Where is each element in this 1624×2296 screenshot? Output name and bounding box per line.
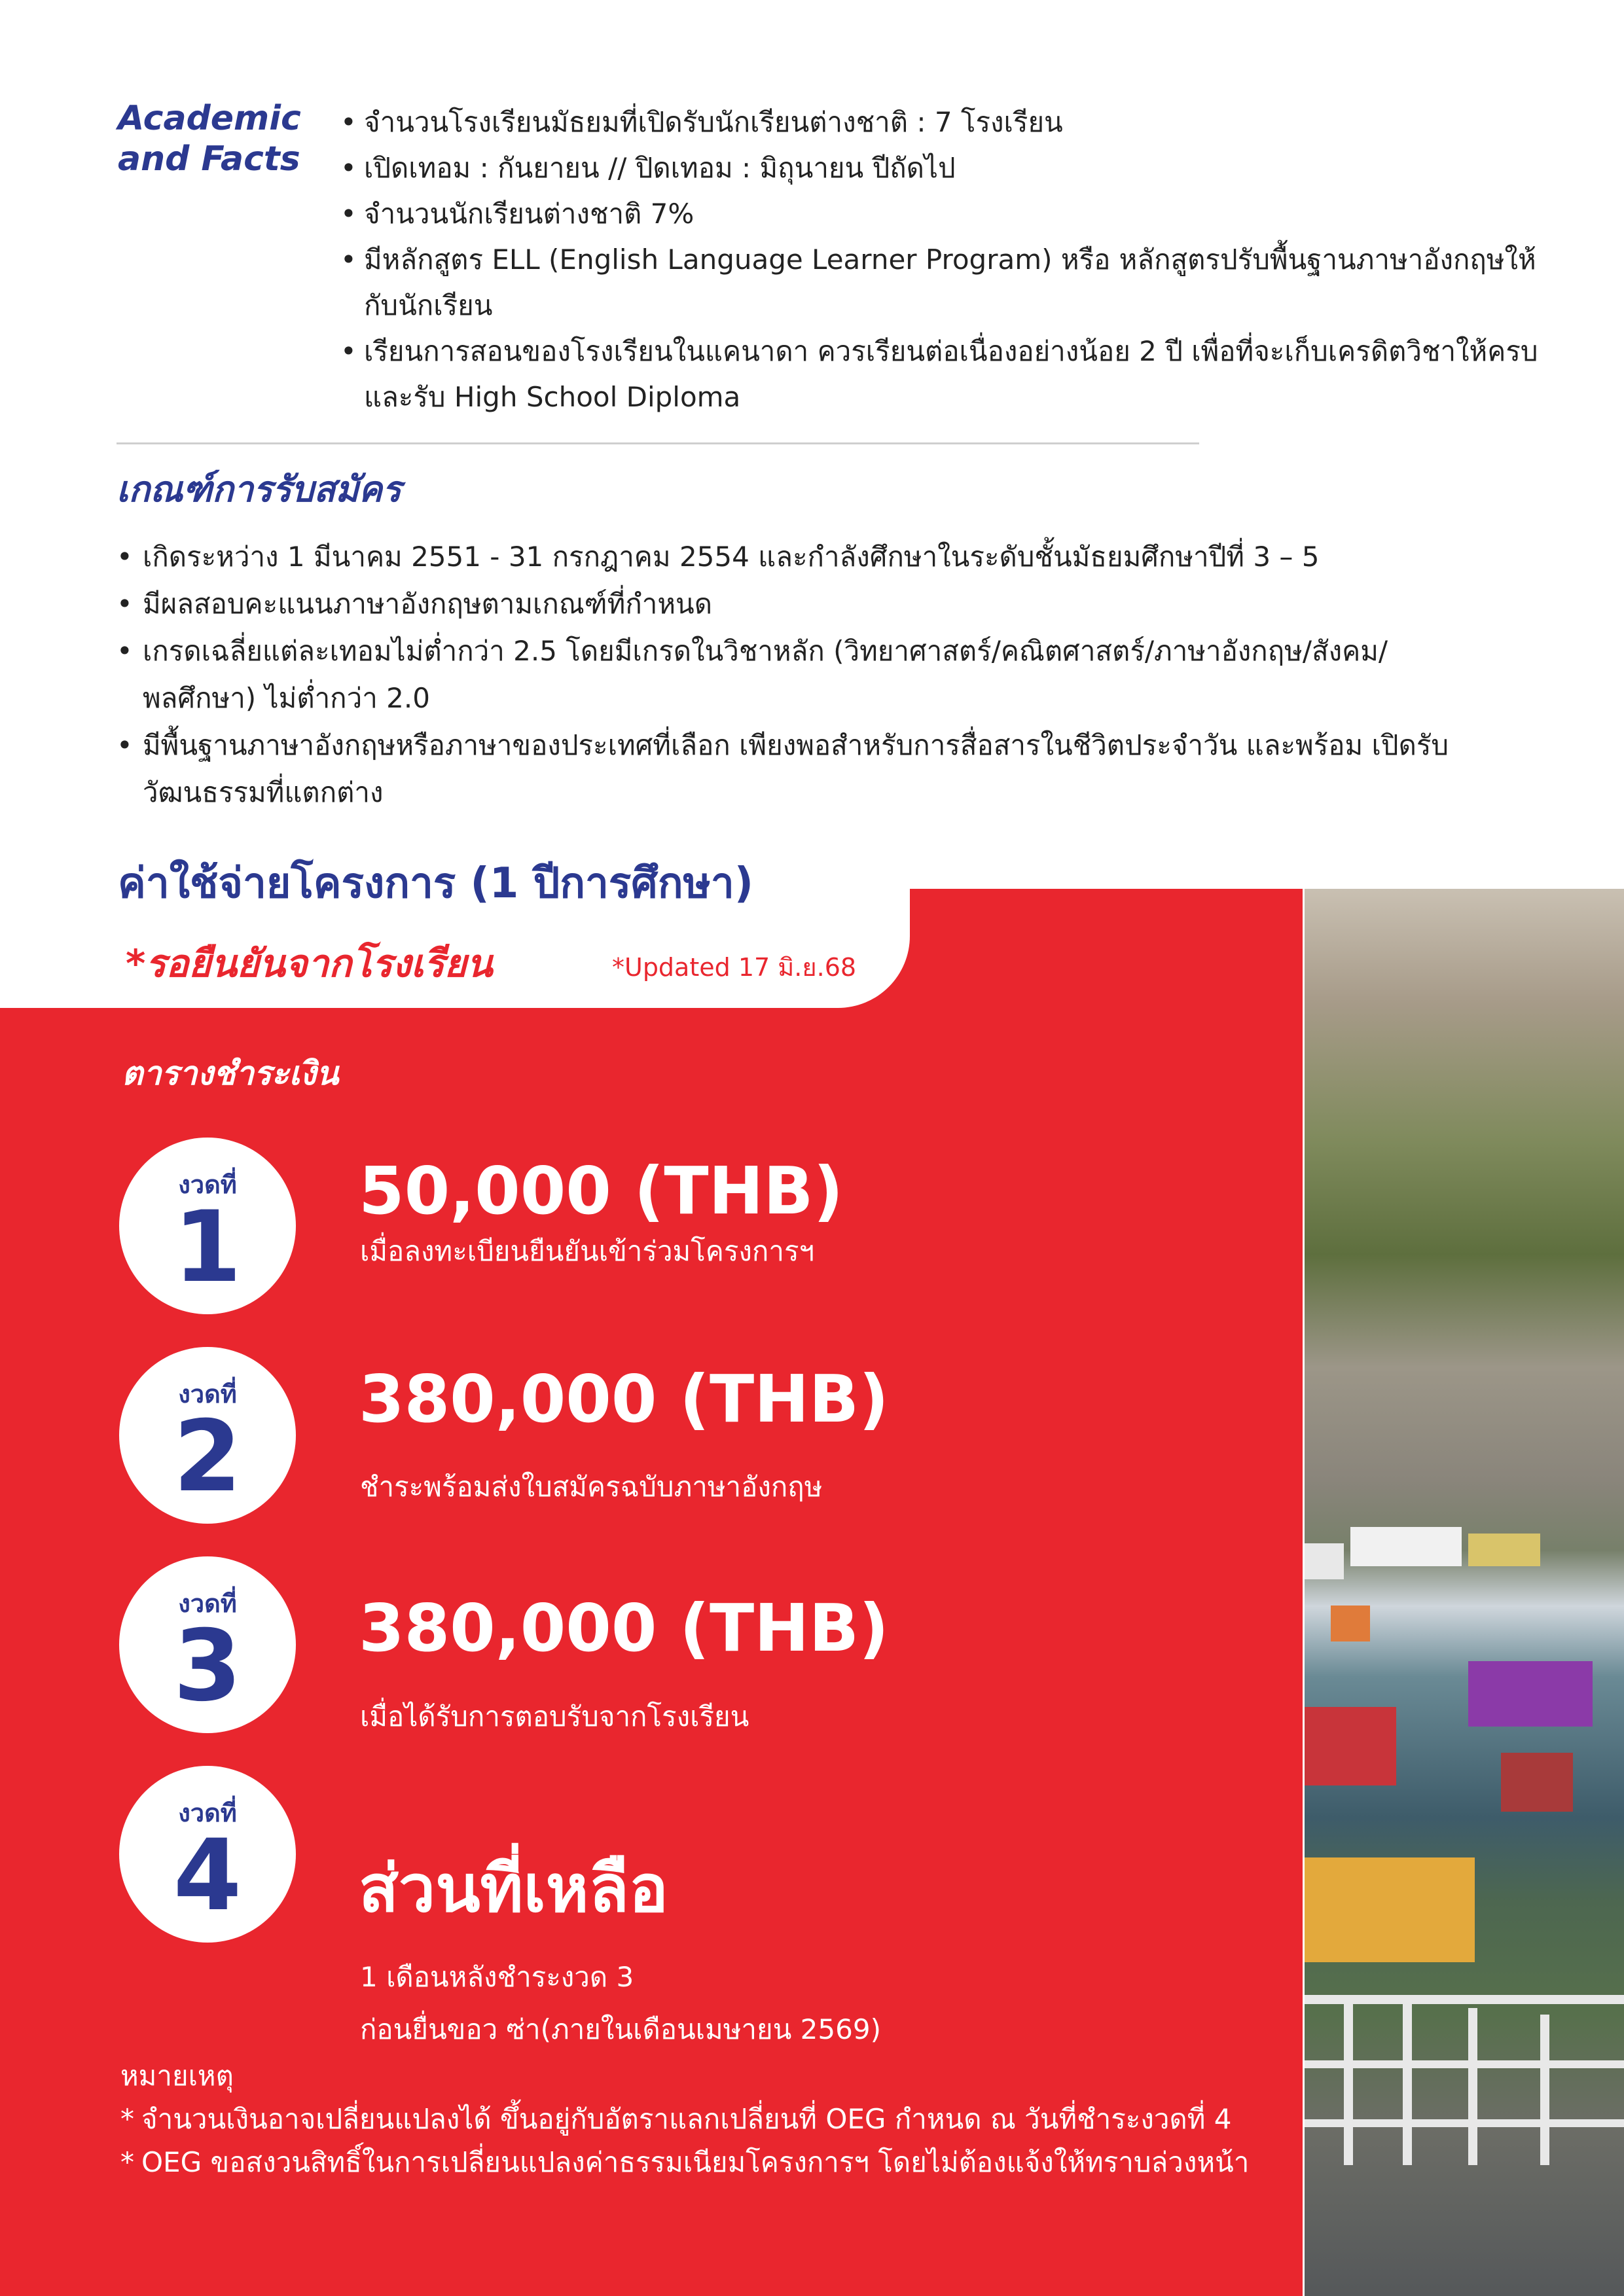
cost-pending-note: *รอยืนยันจากโรงเรียน [126, 941, 493, 986]
installment-amount-1: 50,000 (THB) [359, 1153, 844, 1229]
fact-item: • จำนวนนักเรียนต่างชาติ 7% [340, 191, 1551, 237]
installment-label: งวดที่ [178, 1380, 237, 1408]
criteria-item: • มีพื้นฐานภาษาอังกฤษหรือภาษาของประเทศที่เลือก เพียงพอสำหรับการสื่อสารในชีวิตประจำวัน และพร้อม เปิดรับวัฒนธรรมที่แตกต่าง [117, 722, 1458, 816]
academic-heading-line1: Academic [118, 99, 301, 138]
installment-amount-2: 380,000 (THB) [359, 1361, 889, 1437]
remark-item: * จำนวนเงินอาจเปลี่ยนแปลงได้ ขึ้นอยู่กับอัตราแลกเปลี่ยนที่ OEG กำหนด ณ วันที่ชำระงวดที่ 4 [120, 2098, 1266, 2141]
academic-facts-heading [118, 98, 327, 179]
installment-number: 4 [173, 1819, 242, 1933]
section-divider [117, 442, 1199, 444]
facts-list [340, 99, 1551, 420]
fact-item: • มีหลักสูตร ELL (English Language Learner Program) หรือ หลักสูตรปรับพื้นฐานภาษาอังกฤษให้กับนักเรียน [340, 237, 1551, 329]
installment-badge-2 [119, 1347, 296, 1524]
landscape-photo [1305, 889, 1624, 2296]
criteria-item: • เกิดระหว่าง 1 มีนาคม 2551 - 31 กรกฎาคม 2554 และกำลังศึกษาในระดับชั้นมัธยมศึกษาปีที่ 3 – 5 [117, 533, 1458, 581]
installment-number: 1 [173, 1191, 242, 1304]
installment-label: งวดที่ [178, 1799, 237, 1827]
academic-heading-line2: and Facts [118, 139, 300, 179]
installment-number: 3 [173, 1609, 242, 1723]
payment-schedule-heading: ตารางชำระเงิน [122, 1054, 339, 1092]
installment-label: งวดที่ [178, 1170, 237, 1199]
criteria-heading: เกณฑ์การรับสมัคร [117, 469, 402, 510]
remarks-heading: หมายเหตุ [120, 2060, 234, 2092]
criteria-item: • มีผลสอบคะแนนภาษาอังกฤษตามเกณฑ์ที่กำหนด [117, 581, 1458, 628]
fact-item: • เปิดเทอม : กันยายน // ปิดเทอม : มิถุนายน ปีถัดไป [340, 145, 1551, 191]
installment-number: 2 [173, 1400, 242, 1514]
installment-badge-3 [119, 1556, 296, 1733]
installment-desc-2: ชำระพร้อมส่งใบสมัครฉบับภาษาอังกฤษ [360, 1471, 823, 1503]
installment-amount-4: ส่วนที่เหลือ [359, 1850, 668, 1927]
installment-label: งวดที่ [178, 1589, 237, 1618]
installment-desc-1: เมื่อลงทะเบียนยืนยันเข้าร่วมโครงการฯ [360, 1235, 815, 1267]
installment-desc-4b: ก่อนยื่นขอว ซ่า(ภายในเดือนเมษายน 2569) [360, 2013, 881, 2045]
remarks-list [120, 2098, 1266, 2184]
fact-item: • จำนวนโรงเรียนมัธยมที่เปิดรับนักเรียนต่างชาติ : 7 โรงเรียน [340, 99, 1551, 145]
installment-desc-4a: 1 เดือนหลังชำระงวด 3 [360, 1961, 634, 1993]
installment-badge-4 [119, 1766, 296, 1943]
remark-item: * OEG ขอสงวนสิทธิ์ในการเปลี่ยนแปลงค่าธรรมเนียมโครงการฯ โดยไม่ต้องแจ้งให้ทราบล่วงหน้า [120, 2141, 1266, 2184]
installment-badge-1 [119, 1138, 296, 1314]
installment-amount-3: 380,000 (THB) [359, 1590, 889, 1666]
updated-date-note: *Updated 17 มิ.ย.68 [612, 953, 857, 982]
criteria-item: • เกรดเฉลี่ยแต่ละเทอมไม่ต่ำกว่า 2.5 โดยมีเกรดในวิชาหลัก (วิทยาศาสตร์/คณิตศาสตร์/ภาษาอังกฤษ/สังคม/พลศึกษา) ไม่ต่ำกว่า 2.0 [117, 628, 1458, 722]
installment-desc-3: เมื่อได้รับการตอบรับจากโรงเรียน [360, 1700, 749, 1732]
fact-item: • เรียนการสอนของโรงเรียนในแคนาดา ควรเรียนต่อเนื่องอย่างน้อย 2 ปี เพื่อที่จะเก็บเครดิตวิชาให้ครบและรับ High School Diploma [340, 329, 1551, 420]
criteria-list [117, 533, 1458, 816]
cost-title: ค่าใช้จ่ายโครงการ (1 ปีการศึกษา) [118, 859, 754, 908]
